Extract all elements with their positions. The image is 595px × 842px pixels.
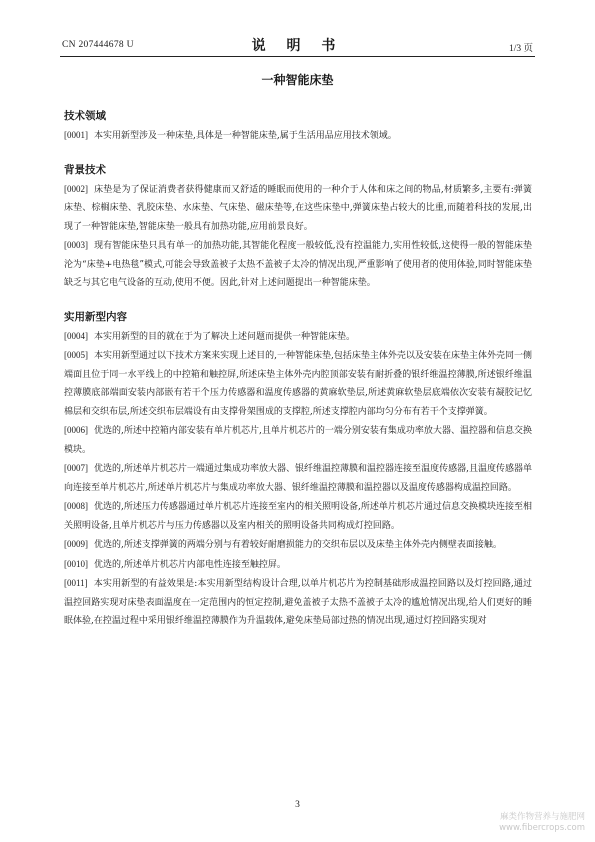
paragraph — [64, 346, 532, 421]
paragraph-text: 优选的,所述压力传感器通过单片机芯片连接至室内的相关照明设备,所述单片机芯片通过信息交换模块连接至相关照明设备,且单片机芯片与压力传感器以及室内相关的照明设备共同构成灯控回路。 — [64, 502, 532, 531]
paragraph-text: 本实用新型的目的就在于为了解决上述问题而提供一种智能床垫。 — [94, 331, 356, 342]
paragraph-text: 优选的,所述中控箱内部安装有单片机芯片,且单片机芯片的一端分别安装有集成功率放大器、温控器和信息交换模块。 — [64, 426, 532, 455]
section-heading-tech-field: 技术领域 — [64, 110, 106, 122]
document-title: 一种智能床垫 — [261, 73, 334, 87]
paragraph-number: [0002] — [64, 183, 88, 194]
section-heading-content: 实用新型内容 — [64, 310, 127, 323]
paragraph — [64, 574, 532, 631]
header-title: 说 明 书 — [251, 38, 344, 54]
section-heading-background: 背景技术 — [64, 163, 106, 176]
paragraph-text: 现有智能床垫只具有单一的加热功能,其智能化程度一般较低,没有控温能力,实用性较低,这使得一般的智能床垫沦为“床垫+电热毯”模式,可能会导致盖被子太热不盖被子太冷的情况出现,严重影响了使用者的使用体验,同时智能床垫缺乏与其它电气设备的互动,使用不便。因此,针对上述问题提出一种智能床垫。 — [64, 241, 532, 288]
paragraph — [64, 459, 532, 497]
paragraph-text: 优选的,所述单片机芯片一端通过集成功率放大器、银纤维温控薄膜和温控器连接至温度传感器,且温度传感器单向连接至单片机芯片,所述单片机芯片与集成功率放大器、银纤维温控薄膜和温控器以及温度传感器构成温控回路。 — [64, 464, 532, 493]
header-rule — [60, 56, 535, 57]
publication-number: CN 207444678 U — [62, 40, 134, 50]
page-indicator: 1/3 页 — [508, 44, 533, 54]
page-number: 3 — [295, 800, 300, 810]
paragraph-number: [0005] — [64, 350, 88, 360]
paragraph-text: 本实用新型通过以下技术方案来实现上述目的,一种智能床垫,包括床垫主体外壳以及安装在床垫主体外壳同一侧端面且位于同一水平线上的中控箱和触控屏,所述床垫主体外壳内腔顶部安装有耐折叠的银纤维温控薄膜,所述银纤维温控薄膜底部端面安装内部嵌有若干个压力传感器和温度传感器的黄麻软垫层,所述黄麻软垫层底端依次安装有凝胶记忆棉层和交织布层,所述交织布层端设有由支撑骨架围成的支撑腔,所述支撑腔内部均匀分布有若干个支撑弹簧。 — [64, 351, 532, 417]
paragraph — [64, 236, 532, 293]
paragraph-number: [0003] — [64, 240, 88, 250]
paragraph — [64, 180, 532, 237]
paragraph-text: 本实用新型涉及一种床垫,具体是一种智能床垫,属于生活用品应用技术领域。 — [94, 131, 397, 141]
paragraph-text: 优选的,所述支撑弹簧的两端分别与有着较好耐磨损能力的交织布层以及床垫主体外壳内侧壁表面接触。 — [94, 540, 502, 550]
paragraph-number: [0009] — [64, 539, 88, 549]
watermark-site-name: 麻类作物营养与施肥网 — [499, 812, 585, 822]
paragraph — [64, 421, 532, 459]
paragraph-number: [0010] — [64, 558, 88, 569]
paragraph — [64, 535, 532, 555]
paragraph — [64, 327, 532, 347]
document-body — [64, 108, 532, 631]
paragraph — [64, 126, 532, 146]
watermark-url: www.fibercrops.com — [499, 823, 585, 833]
paragraph-text: 床垫是为了保证消费者获得健康而又舒适的睡眠而使用的一种介于人体和床之间的物品,材质繁多,主要有:弹簧床垫、棕榈床垫、乳胶床垫、水床垫、气床垫、磁床垫等,在这些床垫中,弹簧床垫占较大的比重,而随着科技的发展,出现了一种智能床垫,智能床垫一般具有加热功能,应用前景良好。 — [64, 184, 532, 232]
paragraph-number: [0011] — [64, 578, 88, 588]
paragraph-number: [0007] — [64, 463, 88, 473]
paragraph-number: [0001] — [64, 130, 88, 140]
paragraph — [64, 555, 532, 575]
paragraph-number: [0004] — [64, 330, 88, 341]
paragraph-number: [0006] — [64, 425, 88, 435]
paragraph-text: 优选的,所述单片机芯片内部电性连接至触控屏。 — [94, 559, 286, 570]
paragraph-text: 本实用新型的有益效果是:本实用新型结构设计合理,以单片机芯片为控制基础形成温控回路以及灯控回路,通过温控回路实现对床垫表面温度在一定范围内的恒定控制,避免盖被子太热不盖被子太冷的尴尬情况出现,给人们更好的睡眠体验,在控温过程中采用银纤维温控薄膜作为升温载体,避免床垫局部过热的情况出现,通过灯控回路实现对 — [64, 579, 532, 626]
paragraph — [64, 497, 532, 535]
paragraph-number: [0008] — [64, 501, 88, 511]
watermark — [499, 812, 585, 834]
